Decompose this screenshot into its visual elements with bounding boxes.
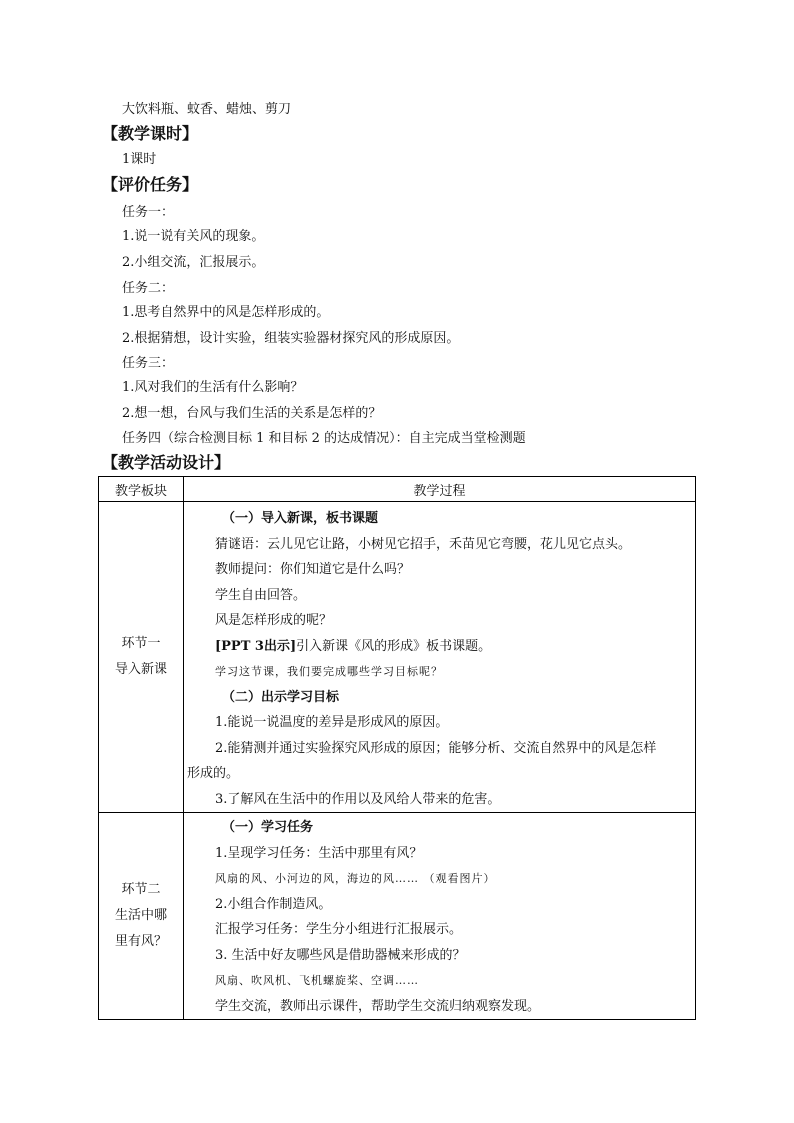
process-line: 教师提问：你们知道它是什么吗？ xyxy=(215,562,411,577)
section-label-line: 导入新课 xyxy=(114,662,167,677)
eval-line: 1.思考自然界中的风是怎样形成的。 xyxy=(122,305,330,320)
eval-line: 任务二： xyxy=(122,281,175,296)
subheading: （一）导入新课，板书课题 xyxy=(222,511,379,526)
eval-line: 1.风对我们的生活有什么影响？ xyxy=(122,380,304,395)
process-line: 猜谜语：云儿见它让路，小树见它招手，禾苗见它弯腰，花儿见它点头。 xyxy=(215,536,632,552)
process-line: 风扇、吹风机、飞机螺旋桨、空调…… xyxy=(215,974,419,987)
process-line: 学生交流，教师出示课件，帮助学生交流归纳观察发现。 xyxy=(215,998,541,1014)
header-cell-process: 教学过程 xyxy=(184,477,696,502)
process-line: 2.小组合作制造风。 xyxy=(215,896,332,912)
process-cell-2 xyxy=(184,813,696,1020)
process-line xyxy=(184,634,695,660)
heading-class-hours: 【教学课时】 xyxy=(102,124,199,143)
activity-table xyxy=(98,476,696,1020)
heading-evaluation: 【评价任务】 xyxy=(102,175,199,194)
eval-line: 2.想一想，台风与我们生活的关系是怎样的？ xyxy=(122,406,382,421)
process-line: 学生自由回答。 xyxy=(215,587,307,603)
section-label-line: 环节二 xyxy=(121,882,161,897)
process-cell-1 xyxy=(184,502,696,813)
process-line: 风是怎样形成的呢？ xyxy=(215,613,333,628)
eval-line: 任务三： xyxy=(122,356,175,371)
section-label-line: 生活中哪 xyxy=(114,908,167,923)
section-label-2 xyxy=(99,813,184,1020)
materials-line: 大饮料瓶、蚊香、蜡烛、剪刀 xyxy=(122,102,292,117)
eval-line: 2.小组交流，汇报展示。 xyxy=(122,255,265,270)
heading-activity-design: 【教学活动设计】 xyxy=(102,453,231,472)
table-row xyxy=(99,813,696,1020)
subheading: （一）学习任务 xyxy=(222,820,314,835)
section-label-1 xyxy=(99,502,184,813)
ppt-tag: [PPT 3出示] xyxy=(215,638,297,654)
subheading: （二）出示学习目标 xyxy=(222,689,340,705)
eval-line: 任务一： xyxy=(122,205,175,220)
section-label-line: 里有风？ xyxy=(114,934,167,949)
section-label-line: 环节一 xyxy=(121,636,161,651)
table-header-row xyxy=(99,477,696,502)
goal-line: 形成的。 xyxy=(187,766,240,781)
eval-line: 1.说一说有关风的现象。 xyxy=(122,229,265,244)
process-line: 学习这节课，我们要完成哪些学习目标呢？ xyxy=(215,665,443,678)
goal-line: 3.了解风在生活中的作用以及风给人带来的危害。 xyxy=(215,791,501,807)
table-row xyxy=(99,502,696,813)
goal-line: 1.能说一说温度的差异是形成风的原因。 xyxy=(215,715,449,730)
process-line: 汇报学习任务：学生分小组进行汇报展示。 xyxy=(215,922,463,937)
goal-line: 2.能猜测并通过实验探究风形成的原因；能够分析、交流自然界中的风是怎样 xyxy=(215,740,657,756)
process-line: 1.呈现学习任务：生活中那里有风？ xyxy=(215,845,423,861)
eval-line: 2.根据猜想，设计实验，组装实验器材探究风的形成原因。 xyxy=(122,331,460,346)
process-text: 引入新课《风的形成》板书课题。 xyxy=(296,638,492,654)
class-hours-text: 1课时 xyxy=(122,152,157,167)
process-line: 风扇的风、小河边的风，海边的风…… （观看图片） xyxy=(215,872,496,885)
eval-line: 任务四（综合检测目标 1 和目标 2 的达成情况）：自主完成当堂检测题 xyxy=(122,431,526,446)
header-cell-module: 教学板块 xyxy=(99,477,184,502)
process-line: 3. 生活中好友哪些风是借助器械来形成的？ xyxy=(215,947,466,963)
